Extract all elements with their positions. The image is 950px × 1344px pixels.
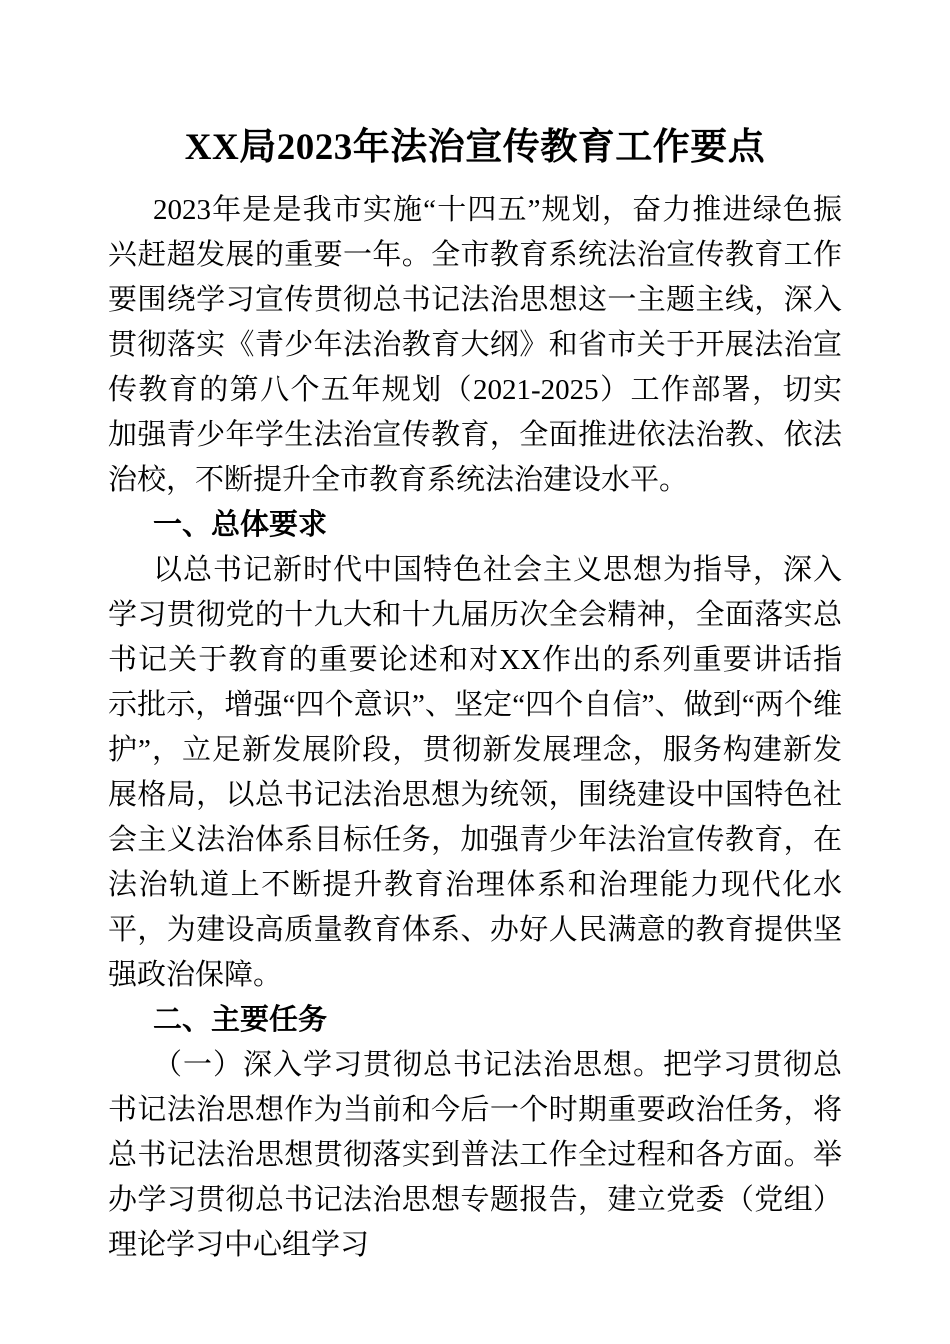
section-1-paragraph: 以总书记新时代中国特色社会主义思想为指导，深入学习贯彻党的十九大和十九届历次全会精神，全面落实总书记关于教育的重要论述和对XX作出的系列重要讲话指示批示，增强“四个意识”、坚定“四个自信”、做到“两个维护”，立足新发展阶段，贯彻新发展理念，服务构建新发展格局，以总书记法治思想为统领，围绕建设中国特色社会主义法治体系目标任务，加强青少年法治宣传教育，在法治轨道上不断提升教育治理体系和治理能力现代化水平，为建设高质量教育体系、办好人民满意的教育提供坚强政治保障。 [108, 554, 842, 991]
task-item-1-lead: （一）深入学习贯彻总书记法治思想。 [153, 1049, 663, 1081]
document-title: XX局2023年法治宣传教育工作要点 [184, 127, 766, 168]
section-heading-overall-requirements: 一、总体要求 [153, 509, 328, 541]
section-heading-main-tasks: 二、主要任务 [153, 1004, 328, 1036]
intro-paragraph: 2023年是是我市实施“十四五”规划，奋力推进绿色振兴赶超发展的重要一年。全市教育系统法治宣传教育工作要围绕学习宣传贯彻总书记法治思想这一主题主线，深入贯彻落实《青少年法治教育大纲》和省市关于开展法治宣传教育的第八个五年规划（2021-2025）工作部署，切实加强青少年学生法治宣传教育，全面推进依法治教、依法治校，不断提升全市教育系统法治建设水平。 [108, 194, 842, 496]
task-item-1-paragraph [108, 1043, 842, 1268]
task-item-1-body: 把学习贯彻总书记法治思想作为当前和今后一个时期重要政治任务，将总书记法治思想贯彻落实到普法工作全过程和各方面。举办学习贯彻总书记法治思想专题报告，建立党委（党组）理论学习中心组学习 [108, 1049, 842, 1261]
